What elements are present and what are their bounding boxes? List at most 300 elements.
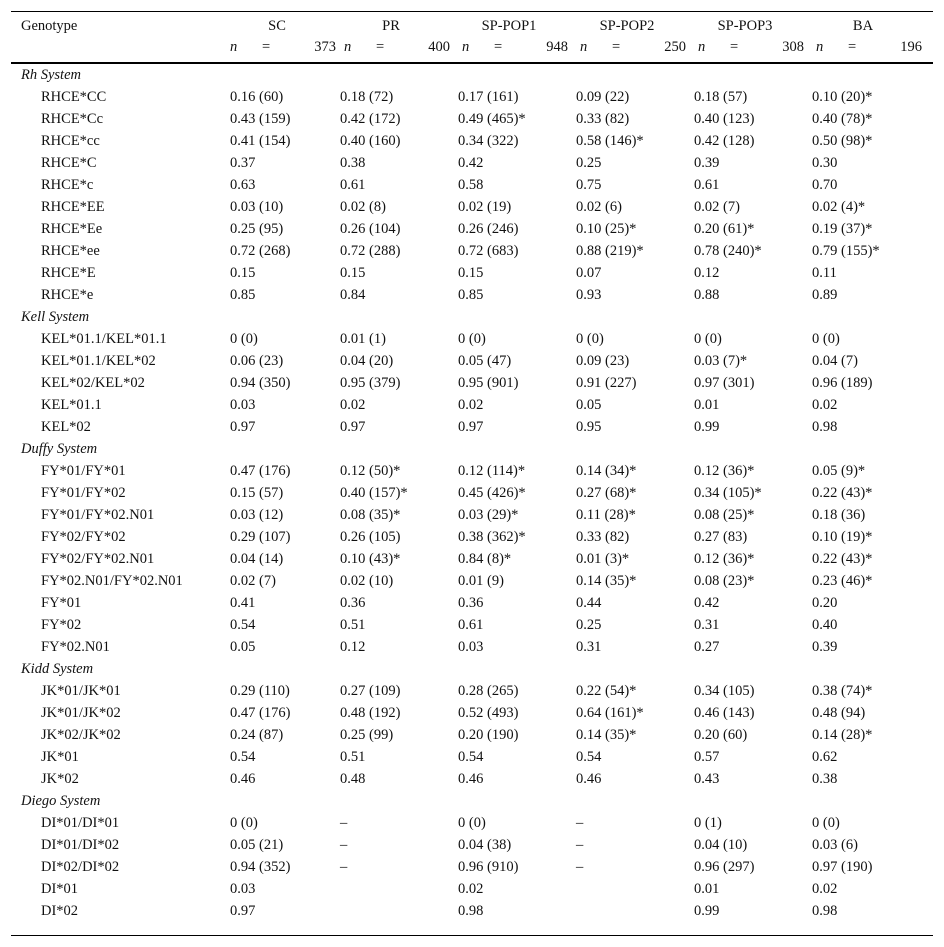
frequency-cell: 0.02 (6)	[576, 199, 622, 215]
frequency-cell: 0.95 (901)	[458, 375, 519, 391]
frequency-cell: 0.02 (7)	[230, 573, 276, 589]
frequency-cell: –	[576, 837, 584, 853]
frequency-cell: 0.61	[694, 177, 720, 193]
frequency-cell: 0.37	[230, 155, 256, 171]
frequency-cell: 0.93	[576, 287, 602, 303]
frequency-cell: 0.15	[230, 265, 256, 281]
table-row	[11, 878, 933, 900]
frequency-cell: –	[576, 859, 584, 875]
table-row	[11, 856, 933, 878]
frequency-cell: 0.96 (189)	[812, 375, 873, 391]
frequency-cell: 0.40 (78)*	[812, 111, 873, 127]
frequency-cell: 0.42 (128)	[694, 133, 755, 149]
frequency-cell: 0 (0)	[230, 331, 258, 347]
genotype-label: RHCE*C	[41, 155, 97, 171]
frequency-cell: 0.98	[812, 903, 838, 919]
frequency-cell: 0.11	[812, 265, 837, 281]
frequency-cell: 0.97	[230, 903, 256, 919]
frequency-cell: 0.26 (105)	[340, 529, 401, 545]
frequency-cell: 0.84	[340, 287, 366, 303]
frequency-cell: 0.05 (47)	[458, 353, 512, 369]
frequency-cell: 0.05	[576, 397, 602, 413]
frequency-cell: 0.98	[458, 903, 484, 919]
genotype-label: RHCE*EE	[41, 199, 105, 215]
frequency-cell: 0.42 (172)	[340, 111, 401, 127]
frequency-cell: 0.95 (379)	[340, 375, 401, 391]
frequency-cell: 0.25	[576, 617, 602, 633]
frequency-cell: 0.70	[812, 177, 838, 193]
frequency-cell: 0.97 (190)	[812, 859, 873, 875]
frequency-cell: 0.64 (161)*	[576, 705, 644, 721]
section-title: Rh System	[21, 67, 81, 83]
frequency-cell: 0.10 (25)*	[576, 221, 637, 237]
genotype-label: FY*01/FY*02	[41, 485, 126, 501]
sample-size-value: 948	[546, 39, 568, 55]
frequency-cell: 0.04 (10)	[694, 837, 748, 853]
table-row	[11, 196, 933, 218]
frequency-cell: 0.58	[458, 177, 484, 193]
column-header-name: SP-POP3	[717, 18, 773, 34]
frequency-cell: 0.10 (19)*	[812, 529, 873, 545]
table-row	[11, 108, 933, 130]
table-row	[11, 482, 933, 504]
frequency-cell: 0 (0)	[458, 815, 486, 831]
frequency-cell: 0.03 (10)	[230, 199, 284, 215]
sample-size-equals: =	[376, 39, 385, 55]
frequency-cell: 0.91 (227)	[576, 375, 637, 391]
frequency-cell: 0.48 (94)	[812, 705, 866, 721]
sample-size-value: 373	[314, 39, 336, 55]
frequency-cell: 0.12 (36)*	[694, 551, 755, 567]
frequency-cell: 0.63	[230, 177, 256, 193]
frequency-cell: 0.25 (99)	[340, 727, 394, 743]
frequency-cell: –	[340, 837, 348, 853]
frequency-cell: 0.02	[812, 397, 838, 413]
frequency-cell: 0.26 (104)	[340, 221, 401, 237]
frequency-cell: 0.39	[694, 155, 720, 171]
genotype-label: RHCE*Ee	[41, 221, 103, 237]
genotype-label: KEL*02	[41, 419, 91, 435]
frequency-cell: 0.04 (7)	[812, 353, 858, 369]
frequency-cell: 0.97 (301)	[694, 375, 755, 391]
table-row	[11, 636, 933, 658]
frequency-cell: 0.09 (22)	[576, 89, 630, 105]
frequency-cell: 0.54	[576, 749, 602, 765]
frequency-cell: 0.89	[812, 287, 838, 303]
frequency-cell: 0 (0)	[458, 331, 486, 347]
genotype-label: FY*02.N01	[41, 639, 110, 655]
frequency-cell: 0 (0)	[694, 331, 722, 347]
column-header-name: BA	[852, 18, 874, 34]
frequency-cell: 0.36	[340, 595, 366, 611]
frequency-cell: 0.05 (9)*	[812, 463, 866, 479]
frequency-cell: 0.88	[694, 287, 720, 303]
genotype-label: RHCE*E	[41, 265, 96, 281]
frequency-cell: 0.02 (19)	[458, 199, 512, 215]
frequency-cell: 0.61	[340, 177, 366, 193]
table-row	[11, 328, 933, 350]
table-row	[11, 614, 933, 636]
frequency-cell: 0.06 (23)	[230, 353, 284, 369]
frequency-cell: 0.27 (109)	[340, 683, 401, 699]
sample-size-value: 196	[900, 39, 922, 55]
frequency-cell: 0.72 (288)	[340, 243, 401, 259]
frequency-cell: 0.03 (29)*	[458, 507, 519, 523]
table-row	[11, 526, 933, 548]
frequency-cell: 0.20	[812, 595, 838, 611]
table-row	[11, 680, 933, 702]
column-header-name: SP-POP2	[599, 18, 655, 34]
table-row	[11, 702, 933, 724]
frequency-cell: 0.50 (98)*	[812, 133, 873, 149]
frequency-cell: 0.48	[340, 771, 366, 787]
frequency-cell: 0.03 (6)	[812, 837, 858, 853]
frequency-cell: 0.24 (87)	[230, 727, 284, 743]
frequency-cell: –	[340, 859, 348, 875]
section-title: Kell System	[21, 309, 90, 325]
frequency-cell: 0.40	[812, 617, 838, 633]
frequency-cell: 0.41 (154)	[230, 133, 291, 149]
frequency-cell: 0.51	[340, 617, 366, 633]
frequency-cell: 0.05	[230, 639, 256, 655]
frequency-cell: 0.01	[694, 881, 720, 897]
frequency-cell: 0.02	[340, 397, 366, 413]
frequency-cell: 0.57	[694, 749, 720, 765]
frequency-cell: 0.03	[230, 881, 256, 897]
frequency-cell: 0.34 (322)	[458, 133, 519, 149]
genotype-label: KEL*02/KEL*02	[41, 375, 145, 391]
frequency-cell: 0.30	[812, 155, 838, 171]
frequency-cell: 0.99	[694, 903, 720, 919]
frequency-cell: 0.15	[340, 265, 366, 281]
frequency-cell: 0.09 (23)	[576, 353, 630, 369]
table-row	[11, 570, 933, 592]
frequency-cell: 0.14 (35)*	[576, 727, 637, 743]
frequency-cell: 0.27 (83)	[694, 529, 748, 545]
frequency-cell: 0.25 (95)	[230, 221, 284, 237]
frequency-cell: 0.72 (683)	[458, 243, 519, 259]
frequency-cell: 0.33 (82)	[576, 529, 630, 545]
frequency-cell: 0.39	[812, 639, 838, 655]
genotype-label: KEL*01.1	[41, 397, 102, 413]
genotype-label: FY*01	[41, 595, 82, 611]
section-header-row	[11, 306, 933, 328]
frequency-cell: 0.31	[694, 617, 720, 633]
frequency-cell: 0.20 (60)	[694, 727, 748, 743]
frequency-cell: 0.38 (362)*	[458, 529, 526, 545]
frequency-cell: 0.38 (74)*	[812, 683, 873, 699]
genotype-label: DI*02/DI*02	[41, 859, 120, 875]
frequency-cell: 0.12 (114)*	[458, 463, 526, 479]
frequency-cell: 0.42	[458, 155, 484, 171]
frequency-cell: 0.43	[694, 771, 720, 787]
frequency-cell: 0.40 (157)*	[340, 485, 408, 501]
section-title: Kidd System	[21, 661, 94, 677]
genotype-label: FY*02	[41, 617, 82, 633]
frequency-cell: 0.02 (10)	[340, 573, 394, 589]
section-title: Diego System	[21, 793, 101, 809]
frequency-cell: 0.22 (43)*	[812, 551, 873, 567]
frequency-cell: 0.17 (161)	[458, 89, 519, 105]
frequency-cell: 0.14 (35)*	[576, 573, 637, 589]
frequency-cell: 0.43 (159)	[230, 111, 291, 127]
genotype-label: FY*02/FY*02.N01	[41, 551, 155, 567]
genotype-label: FY*02/FY*02	[41, 529, 126, 545]
frequency-cell: 0.51	[340, 749, 366, 765]
frequency-cell: 0.34 (105)	[694, 683, 755, 699]
genotype-label: RHCE*e	[41, 287, 94, 303]
frequency-cell: 0.03 (7)*	[694, 353, 748, 369]
table-row	[11, 768, 933, 790]
frequency-cell: 0.02 (7)	[694, 199, 740, 215]
table-row	[11, 218, 933, 240]
table-row	[11, 416, 933, 438]
genotype-label: FY*01/FY*02.N01	[41, 507, 155, 523]
frequency-cell: 0.15	[458, 265, 484, 281]
frequency-cell: 0.28 (265)	[458, 683, 519, 699]
frequency-cell: –	[576, 815, 584, 831]
genotype-column-header: Genotype	[21, 18, 78, 34]
frequency-cell: 0.33 (82)	[576, 111, 630, 127]
frequency-cell: 0.29 (107)	[230, 529, 291, 545]
frequency-cell: 0.23 (46)*	[812, 573, 873, 589]
table-row	[11, 834, 933, 856]
frequency-cell: 0.97	[230, 419, 256, 435]
sample-size-equals: =	[730, 39, 739, 55]
frequency-cell: 0.97	[340, 419, 366, 435]
frequency-cell: 0.40 (160)	[340, 133, 401, 149]
genotype-label: DI*01/DI*02	[41, 837, 120, 853]
frequency-cell: 0.04 (38)	[458, 837, 512, 853]
genotype-label: JK*01	[41, 749, 79, 765]
genotype-label: FY*02.N01/FY*02.N01	[41, 573, 183, 589]
frequency-cell: 0.75	[576, 177, 602, 193]
table-row	[11, 262, 933, 284]
frequency-cell: 0 (0)	[812, 815, 840, 831]
genotype-label: FY*01/FY*01	[41, 463, 126, 479]
table-row	[11, 372, 933, 394]
frequency-cell: 0.49 (465)*	[458, 111, 526, 127]
frequency-cell: 0.34 (105)*	[694, 485, 762, 501]
genotype-label: RHCE*ee	[41, 243, 100, 259]
frequency-cell: 0.48 (192)	[340, 705, 401, 721]
genotype-label: KEL*01.1/KEL*01.1	[41, 331, 167, 347]
frequency-cell: 0.98	[812, 419, 838, 435]
table-row	[11, 152, 933, 174]
frequency-cell: 0.12	[694, 265, 720, 281]
frequency-cell: 0.27 (68)*	[576, 485, 637, 501]
frequency-cell: 0.02 (8)	[340, 199, 386, 215]
genotype-label: JK*02/JK*02	[41, 727, 121, 743]
sample-size-label: n	[344, 39, 352, 55]
sample-size-label: n	[698, 39, 706, 55]
sample-size-equals: =	[262, 39, 271, 55]
frequency-cell: 0.10 (43)*	[340, 551, 401, 567]
frequency-cell: 0.12	[340, 639, 366, 655]
table-row	[11, 350, 933, 372]
section-header-row	[11, 790, 933, 812]
frequency-cell: 0.46	[458, 771, 484, 787]
frequency-cell: 0.14 (34)*	[576, 463, 637, 479]
sample-size-label: n	[580, 39, 588, 55]
frequency-cell: 0.19 (37)*	[812, 221, 873, 237]
table-row	[11, 812, 933, 834]
genotype-label: DI*02	[41, 903, 79, 919]
table-row	[11, 174, 933, 196]
frequency-cell: 0.45 (426)*	[458, 485, 526, 501]
frequency-cell: 0.88 (219)*	[576, 243, 644, 259]
frequency-cell: –	[340, 815, 348, 831]
frequency-cell: 0.72 (268)	[230, 243, 291, 259]
frequency-cell: 0.22 (43)*	[812, 485, 873, 501]
sample-size-equals: =	[612, 39, 621, 55]
genotype-label: RHCE*cc	[41, 133, 100, 149]
frequency-cell: 0.20 (61)*	[694, 221, 755, 237]
section-header-row	[11, 438, 933, 460]
frequency-cell: 0.08 (25)*	[694, 507, 755, 523]
frequency-cell: 0.96 (910)	[458, 859, 519, 875]
frequency-cell: 0.05 (21)	[230, 837, 284, 853]
table-row	[11, 240, 933, 262]
genotype-label: RHCE*Cc	[41, 111, 104, 127]
frequency-cell: 0.58 (146)*	[576, 133, 644, 149]
sample-size-value: 400	[428, 39, 450, 55]
table-row	[11, 86, 933, 108]
section-header-row	[11, 658, 933, 680]
table-top-rule	[11, 11, 933, 12]
column-header-name: PR	[382, 18, 400, 34]
frequency-cell: 0.61	[458, 617, 484, 633]
genotype-label: RHCE*CC	[41, 89, 107, 105]
frequency-cell: 0.95	[576, 419, 602, 435]
frequency-cell: 0.26 (246)	[458, 221, 519, 237]
sample-size-label: n	[462, 39, 470, 55]
genotype-label: JK*02	[41, 771, 79, 787]
frequency-cell: 0.54	[458, 749, 484, 765]
table-row	[11, 900, 933, 922]
table-row	[11, 592, 933, 614]
frequency-cell: 0.12 (36)*	[694, 463, 755, 479]
frequency-cell: 0 (0)	[230, 815, 258, 831]
frequency-cell: 0.03	[458, 639, 484, 655]
sample-size-equals: =	[848, 39, 857, 55]
genotype-label: RHCE*c	[41, 177, 94, 193]
frequency-cell: 0.29 (110)	[230, 683, 290, 699]
sample-size-equals: =	[494, 39, 503, 55]
frequency-cell: 0.04 (14)	[230, 551, 284, 567]
frequency-cell: 0.01 (3)*	[576, 551, 630, 567]
frequency-cell: 0.38	[340, 155, 366, 171]
frequency-cell: 0.12 (50)*	[340, 463, 401, 479]
frequency-cell: 0.79 (155)*	[812, 243, 880, 259]
table-row	[11, 460, 933, 482]
frequency-cell: 0.85	[458, 287, 484, 303]
table-row	[11, 394, 933, 416]
frequency-cell: 0.04 (20)	[340, 353, 394, 369]
frequency-cell: 0.08 (35)*	[340, 507, 401, 523]
frequency-cell: 0.18 (72)	[340, 89, 394, 105]
genotype-label: DI*01	[41, 881, 79, 897]
frequency-cell: 0.14 (28)*	[812, 727, 873, 743]
table-bottom-rule	[11, 935, 933, 936]
frequency-cell: 0.18 (36)	[812, 507, 866, 523]
frequency-cell: 0.46	[576, 771, 602, 787]
frequency-cell: 0.38	[812, 771, 838, 787]
frequency-cell: 0.10 (20)*	[812, 89, 873, 105]
frequency-cell: 0.01	[694, 397, 720, 413]
frequency-cell: 0.96 (297)	[694, 859, 755, 875]
frequency-cell: 0.54	[230, 749, 256, 765]
frequency-cell: 0.25	[576, 155, 602, 171]
frequency-cell: 0.08 (23)*	[694, 573, 755, 589]
frequency-cell: 0.02 (4)*	[812, 199, 866, 215]
frequency-cell: 0.03 (12)	[230, 507, 284, 523]
frequency-cell: 0.16 (60)	[230, 89, 284, 105]
frequency-cell: 0.11 (28)*	[576, 507, 636, 523]
table-row	[11, 504, 933, 526]
frequency-cell: 0.85	[230, 287, 256, 303]
frequency-cell: 0.31	[576, 639, 602, 655]
table-row	[11, 724, 933, 746]
frequency-cell: 0.54	[230, 617, 256, 633]
table-row	[11, 548, 933, 570]
genotype-label: DI*01/DI*01	[41, 815, 120, 831]
genotype-label: KEL*01.1/KEL*02	[41, 353, 156, 369]
section-header-row	[11, 64, 933, 86]
frequency-cell: 0.18 (57)	[694, 89, 748, 105]
frequency-cell: 0.94 (350)	[230, 375, 291, 391]
frequency-cell: 0.44	[576, 595, 602, 611]
frequency-cell: 0.78 (240)*	[694, 243, 762, 259]
frequency-cell: 0.27	[694, 639, 720, 655]
sample-size-value: 308	[782, 39, 804, 55]
frequency-cell: 0 (1)	[694, 815, 722, 831]
genotype-label: JK*01/JK*02	[41, 705, 121, 721]
frequency-cell: 0.02	[458, 397, 484, 413]
frequency-cell: 0.02	[812, 881, 838, 897]
section-title: Duffy System	[21, 441, 98, 457]
sample-size-label: n	[230, 39, 238, 55]
table-row	[11, 284, 933, 306]
frequency-cell: 0.15 (57)	[230, 485, 284, 501]
frequency-cell: 0.94 (352)	[230, 859, 291, 875]
frequency-cell: 0.22 (54)*	[576, 683, 637, 699]
frequency-cell: 0.46 (143)	[694, 705, 755, 721]
frequency-cell: 0.42	[694, 595, 720, 611]
frequency-cell: 0.47 (176)	[230, 463, 291, 479]
column-header-name: SC	[268, 18, 286, 34]
frequency-cell: 0 (0)	[812, 331, 840, 347]
frequency-cell: 0.52 (493)	[458, 705, 519, 721]
frequency-cell: 0.47 (176)	[230, 705, 291, 721]
frequency-cell: 0.62	[812, 749, 838, 765]
frequency-cell: 0.02	[458, 881, 484, 897]
frequency-cell: 0.84 (8)*	[458, 551, 512, 567]
frequency-cell: 0.46	[230, 771, 256, 787]
frequency-cell: 0.01 (1)	[340, 331, 386, 347]
frequency-cell: 0.41	[230, 595, 256, 611]
frequency-cell: 0.97	[458, 419, 484, 435]
frequency-cell: 0.99	[694, 419, 720, 435]
table-row	[11, 130, 933, 152]
sample-size-label: n	[816, 39, 824, 55]
frequency-cell: 0.20 (190)	[458, 727, 519, 743]
frequency-cell: 0.01 (9)	[458, 573, 504, 589]
frequency-cell: 0 (0)	[576, 331, 604, 347]
frequency-cell: 0.40 (123)	[694, 111, 755, 127]
frequency-cell: 0.03	[230, 397, 256, 413]
genotype-label: JK*01/JK*01	[41, 683, 121, 699]
